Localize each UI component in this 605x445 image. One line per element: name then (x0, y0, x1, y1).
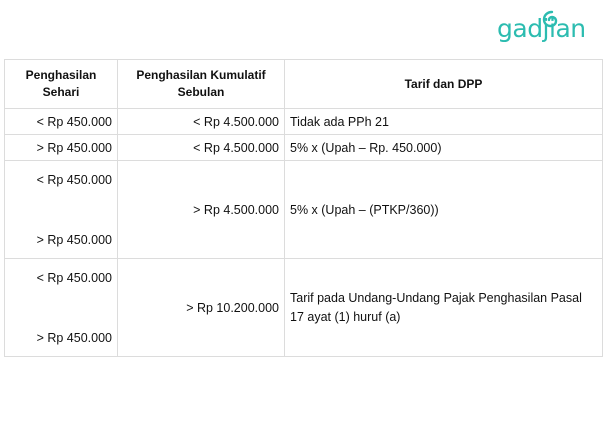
table-row (5, 135, 603, 161)
rate-cell: Tidak ada PPh 21 (285, 109, 603, 135)
daily-income-cell (5, 259, 118, 357)
table-row (5, 161, 603, 259)
daily-income-lower: < Rp 450.000 (36, 172, 112, 187)
rate-cell: 5% x (Upah – (PTKP/360)) (285, 161, 603, 259)
monthly-income-cell: < Rp 4.500.000 (118, 109, 285, 135)
logo-text: gadjian (497, 14, 586, 43)
table-row (5, 109, 603, 135)
header-daily-income: Penghasilan Sehari (5, 60, 118, 109)
header-rate: Tarif dan DPP (285, 60, 603, 109)
rate-cell: Tarif pada Undang-Undang Pajak Penghasilan Pasal 17 ayat (1) huruf (a) (285, 259, 603, 357)
monthly-income-cell: < Rp 4.500.000 (118, 135, 285, 161)
daily-income-upper: > Rp 450.000 (36, 232, 112, 247)
rate-cell: 5% x (Upah – Rp. 450.000) (285, 135, 603, 161)
daily-income-cell: > Rp 450.000 (5, 135, 118, 161)
swirl-logo-icon (541, 9, 563, 31)
table-header-row (5, 60, 603, 109)
daily-income-upper: > Rp 450.000 (36, 330, 112, 345)
daily-income-lower: < Rp 450.000 (36, 270, 112, 285)
header-monthly-income: Penghasilan Kumulatif Sebulan (118, 60, 285, 109)
brand-logo (497, 9, 586, 49)
tax-rate-table (4, 59, 603, 357)
table-row (5, 259, 603, 357)
daily-income-cell (5, 161, 118, 259)
monthly-income-cell: > Rp 4.500.000 (118, 161, 285, 259)
daily-income-cell: < Rp 450.000 (5, 109, 118, 135)
monthly-income-cell: > Rp 10.200.000 (118, 259, 285, 357)
